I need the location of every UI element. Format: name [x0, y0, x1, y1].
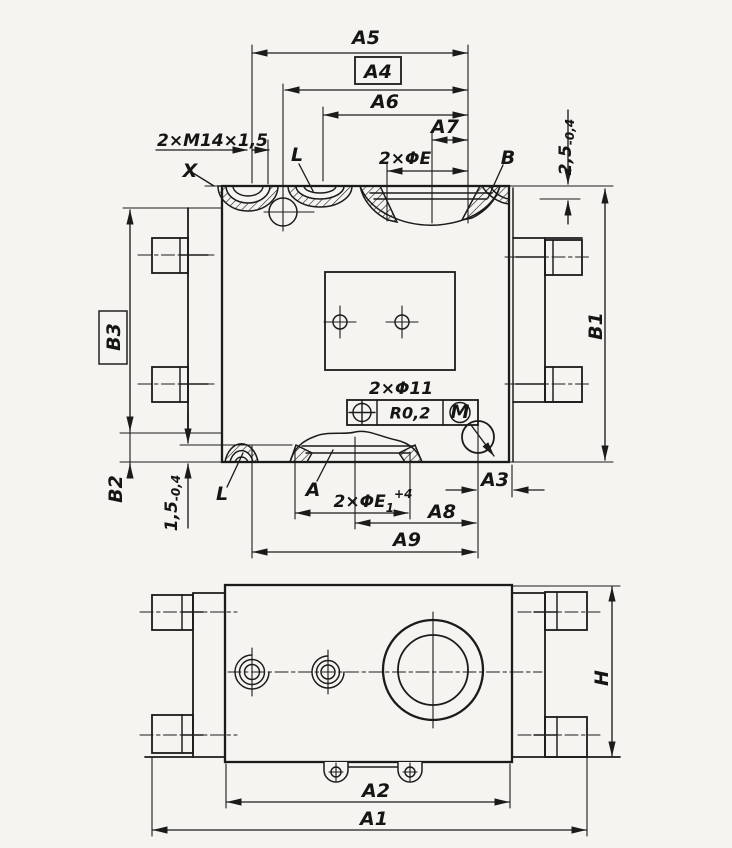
bv-threaded-hole-2 [312, 650, 344, 694]
position-symbol-icon [349, 400, 375, 425]
dim-label-a3: A3 [481, 469, 509, 491]
bv-left-lower-tab [152, 715, 193, 753]
ledge-upper-dim-label [556, 119, 577, 175]
port-l-upper-scallop [288, 186, 352, 207]
bottom-view-body-outline [225, 585, 512, 762]
datum-x-label: X [182, 160, 198, 182]
top-view-left-flange [138, 208, 214, 433]
top-view-right-flange [505, 238, 592, 402]
holes-e1-superscript: +4 [394, 487, 413, 501]
bv-right-lower-tab [545, 717, 587, 757]
thread-callout-label: 2×M14×1,5 [157, 131, 269, 151]
bottom-view [140, 585, 620, 836]
fcf-modifier-letter: M [450, 401, 470, 423]
ledge-lower-value: 1,5 [162, 501, 182, 532]
mmc-modifier-icon [450, 401, 470, 423]
bv-threaded-hole-1 [235, 648, 269, 696]
ledge-lower-dim-label [162, 475, 183, 531]
top-view-extension-lines [120, 45, 613, 558]
dim-label-a7: A7 [431, 116, 459, 138]
bv-large-bore [383, 612, 483, 728]
bottom-view-left-flange [140, 593, 237, 757]
dim-label-b3: B3 [103, 323, 125, 351]
datum-b-label: B [500, 147, 516, 169]
central-pad [324, 272, 455, 370]
port-l-lower-scallop [225, 444, 258, 462]
holes-e1-label [334, 487, 413, 515]
top-view-dimension-lines [130, 53, 605, 552]
port-m14-scallop [218, 186, 278, 211]
fcf-tolerance-value: R0,2 [389, 403, 431, 423]
dim-label-a1: A1 [360, 808, 388, 830]
port-e1-main [290, 431, 422, 462]
dim-label-b1: B1 [585, 312, 607, 340]
dim-label-h: H [591, 670, 613, 686]
holes-phi11-label: 2×Φ11 [368, 379, 434, 399]
port-l-upper-label: L [290, 144, 304, 166]
dim-label-b2: B2 [105, 475, 127, 503]
holes-e1-prefix: 2×ΦE [333, 492, 386, 512]
ledge-upper-tol: -0,4 [563, 118, 577, 146]
dim-label-a4: A4 [364, 61, 392, 83]
framed-dim-a4 [355, 57, 401, 84]
holes-e-label: 2×ΦE [378, 149, 432, 169]
dim-label-a8: A8 [428, 501, 456, 523]
dim-label-a5: A5 [352, 27, 380, 49]
port-l-lower-label: L [215, 483, 229, 505]
ledge-upper-value: 2,5 [556, 145, 576, 176]
port-e-main [360, 186, 500, 225]
bv-right-upper-tab [545, 592, 587, 630]
dim-label-a6: A6 [371, 91, 399, 113]
bv-bottom-lugs [324, 762, 422, 782]
dim-label-a9: A9 [393, 529, 421, 551]
ledge-lower-tol: -0,4 [169, 474, 183, 502]
top-view [99, 27, 613, 558]
holes-e1-subscript: 1 [385, 501, 395, 515]
datum-a-label: A [305, 479, 321, 501]
dim-label-a2: A2 [362, 780, 390, 802]
framed-dim-b3 [99, 311, 127, 364]
